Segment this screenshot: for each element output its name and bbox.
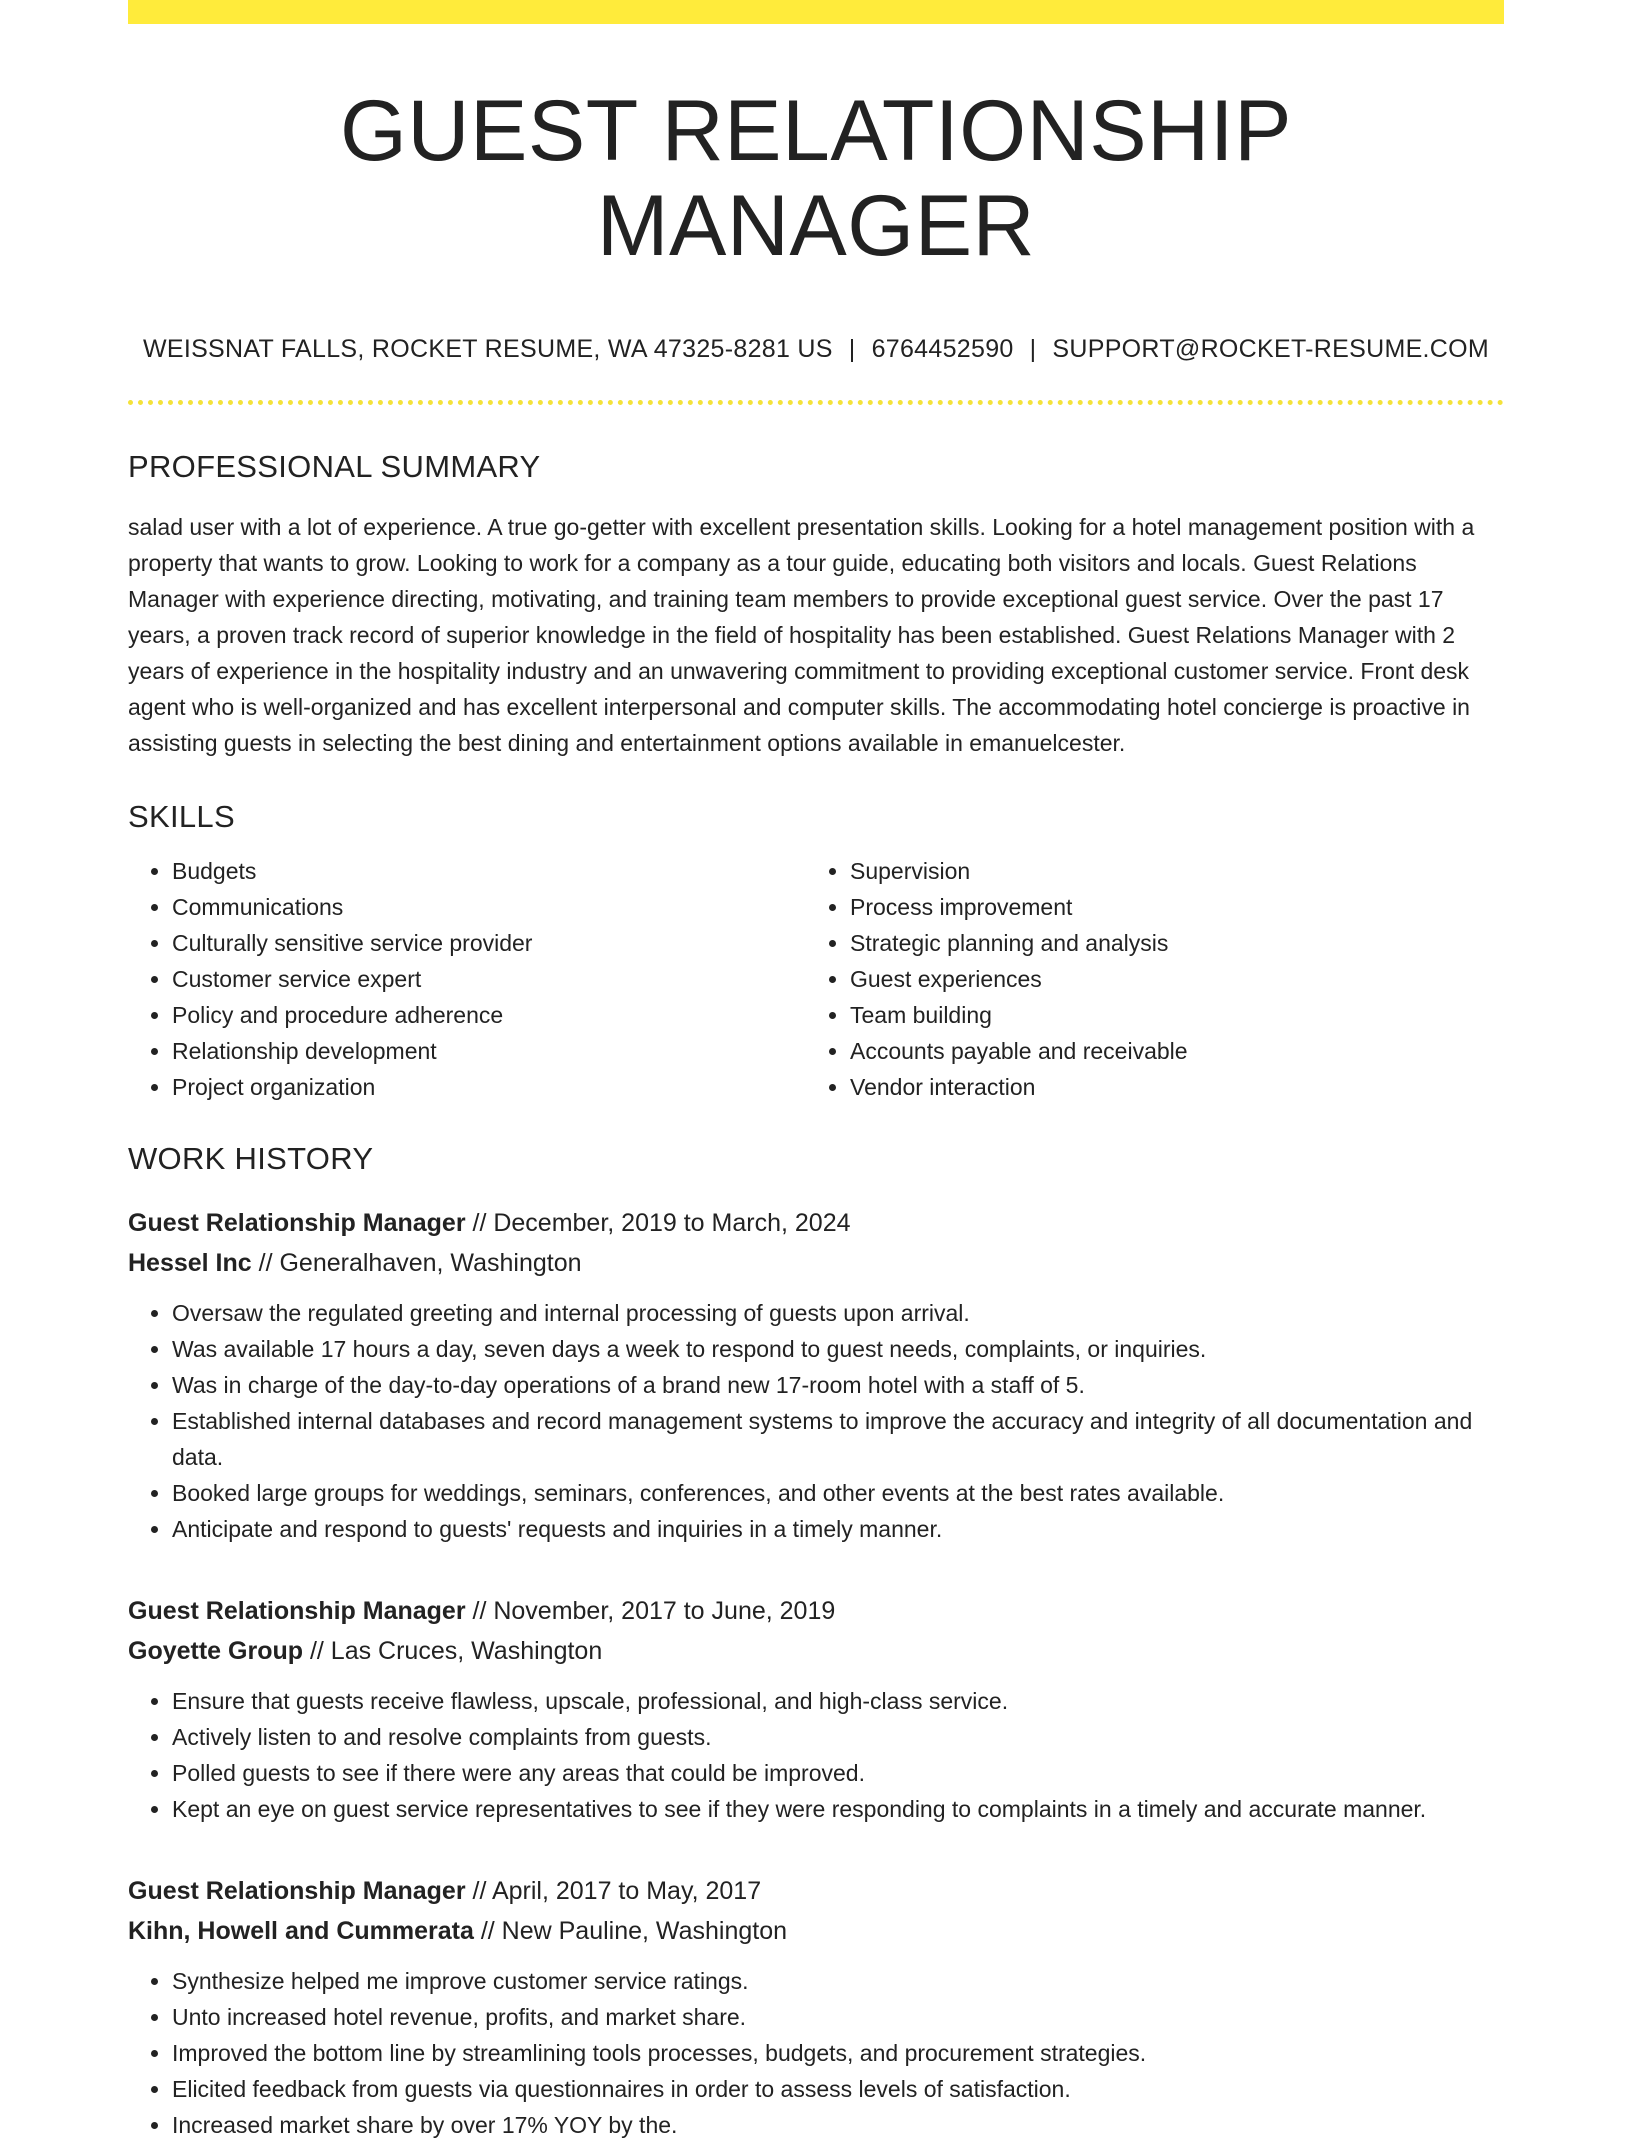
- skills-grid: [128, 853, 1504, 1105]
- skill-item: • Communications: [172, 889, 806, 925]
- skill-item: • Process improvement: [850, 889, 1484, 925]
- job-company-line: [128, 1631, 1504, 1671]
- job-company: Kihn, Howell and Cummerata: [128, 1917, 474, 1946]
- job-dates: // December, 2019 to March, 2024: [465, 1209, 851, 1238]
- skills-column-right: [806, 853, 1484, 1105]
- job-company-line: [128, 1911, 1504, 1951]
- resume-page: [128, 0, 1504, 2143]
- job-location: // Las Cruces, Washington: [303, 1637, 603, 1666]
- skill-item: • Strategic planning and analysis: [850, 925, 1484, 961]
- job-title-line: [128, 1591, 1504, 1631]
- skill-item: • Budgets: [172, 853, 806, 889]
- job-dates: // November, 2017 to June, 2019: [465, 1597, 836, 1626]
- job-bullet: • Ensure that guests receive flawless, upscale, professional, and high-class service.: [172, 1683, 1504, 1719]
- summary-paragraph: salad user with a lot of experience. A true go-getter with excellent presentation skills. Looking for a hotel management position with a property that wants to grow. Looking to work for a company as a tour guide, educating both visitors and locals. Guest Relations Manager with experience directing, motivating, and training team members to provide exceptional guest service. Over the past 17 years, a proven track record of superior knowledge in the field of hospitality has been established. Guest Relations Manager with 2 years of experience in the hospitality industry and an unwavering commitment to providing exceptional customer service. Front desk agent who is well-organized and has excellent interpersonal and computer skills. The accommodating hotel concierge is proactive in assisting guests in selecting the best dining and entertainment options available in emanuelcester.: [128, 514, 1475, 757]
- job-title-line: [128, 1203, 1504, 1243]
- resume-name-heading: GUEST RELATIONSHIP MANAGER: [339, 83, 1293, 274]
- job-location: // New Pauline, Washington: [473, 1917, 788, 1946]
- job-company: Hessel Inc: [128, 1249, 252, 1278]
- job-bullet: • Anticipate and respond to guests' requests and inquiries in a timely manner.: [172, 1511, 1504, 1547]
- job-bullet: • Synthesize helped me improve customer service ratings.: [172, 1963, 1504, 1999]
- job-bullet: • Established internal databases and record management systems to improve the accuracy and integrity of all documentation and data.: [172, 1403, 1504, 1475]
- job-role: Guest Relationship Manager: [128, 1877, 466, 1906]
- skill-item: • Relationship development: [172, 1033, 806, 1069]
- job-role: Guest Relationship Manager: [128, 1597, 466, 1626]
- work-history-heading: WORK HISTORY: [128, 1141, 374, 1177]
- job-bullet: • Unto increased hotel revenue, profits, and market share.: [172, 1999, 1504, 2035]
- skill-item: • Team building: [850, 997, 1484, 1033]
- summary-heading: PROFESSIONAL SUMMARY: [128, 449, 541, 485]
- accent-top-bar: [128, 0, 1504, 24]
- contact-email: SUPPORT@ROCKET-RESUME.COM: [1052, 335, 1490, 364]
- skill-item: • Policy and procedure adherence: [172, 997, 806, 1033]
- job-bullet: • Polled guests to see if there were any areas that could be improved.: [172, 1755, 1504, 1791]
- job-bullets: [128, 1963, 1504, 2143]
- dotted-divider: [128, 400, 1504, 405]
- job-bullet: • Improved the bottom line by streamlining tools processes, budgets, and procurement strategies.: [172, 2035, 1504, 2071]
- skill-item: • Supervision: [850, 853, 1484, 889]
- skills-heading: SKILLS: [128, 799, 235, 835]
- job-bullet: • Was available 17 hours a day, seven days a week to respond to guest needs, complaints, or inquiries.: [172, 1331, 1504, 1367]
- job-dates: // April, 2017 to May, 2017: [465, 1877, 762, 1906]
- job-entry: [128, 1203, 1504, 1547]
- contact-phone: 6764452590: [871, 335, 1014, 364]
- job-bullet: • Elicited feedback from guests via questionnaires in order to assess levels of satisfaction.: [172, 2071, 1504, 2107]
- job-bullet: • Actively listen to and resolve complaints from guests.: [172, 1719, 1504, 1755]
- job-entry: [128, 1871, 1504, 2143]
- skill-item: • Guest experiences: [850, 961, 1484, 997]
- skill-item: • Vendor interaction: [850, 1069, 1484, 1105]
- job-role: Guest Relationship Manager: [128, 1209, 466, 1238]
- skill-item: • Project organization: [172, 1069, 806, 1105]
- job-bullets: [128, 1295, 1504, 1547]
- skill-item: • Customer service expert: [172, 961, 806, 997]
- job-bullet: • Booked large groups for weddings, seminars, conferences, and other events at the best rates available.: [172, 1475, 1504, 1511]
- job-company-line: [128, 1243, 1504, 1283]
- job-bullet: • Was in charge of the day-to-day operations of a brand new 17-room hotel with a staff of 5.: [172, 1367, 1504, 1403]
- job-title-line: [128, 1871, 1504, 1911]
- contact-line: [128, 335, 1504, 364]
- job-bullet: • Kept an eye on guest service representatives to see if they were responding to complaints in a timely and accurate manner.: [172, 1791, 1504, 1827]
- job-entry: [128, 1591, 1504, 1827]
- job-bullet: • Oversaw the regulated greeting and internal processing of guests upon arrival.: [172, 1295, 1504, 1331]
- job-company: Goyette Group: [128, 1637, 304, 1666]
- skills-column-left: [128, 853, 806, 1105]
- skill-item: • Accounts payable and receivable: [850, 1033, 1484, 1069]
- job-location: // Generalhaven, Washington: [251, 1249, 582, 1278]
- contact-separator: |: [1029, 335, 1037, 364]
- skill-item: • Culturally sensitive service provider: [172, 925, 806, 961]
- contact-separator: |: [848, 335, 856, 364]
- job-bullets: [128, 1683, 1504, 1827]
- job-bullet: • Increased market share by over 17% YOY by the.: [172, 2107, 1504, 2143]
- contact-address: WEISSNAT FALLS, ROCKET RESUME, WA 47325-8281 US: [142, 335, 833, 364]
